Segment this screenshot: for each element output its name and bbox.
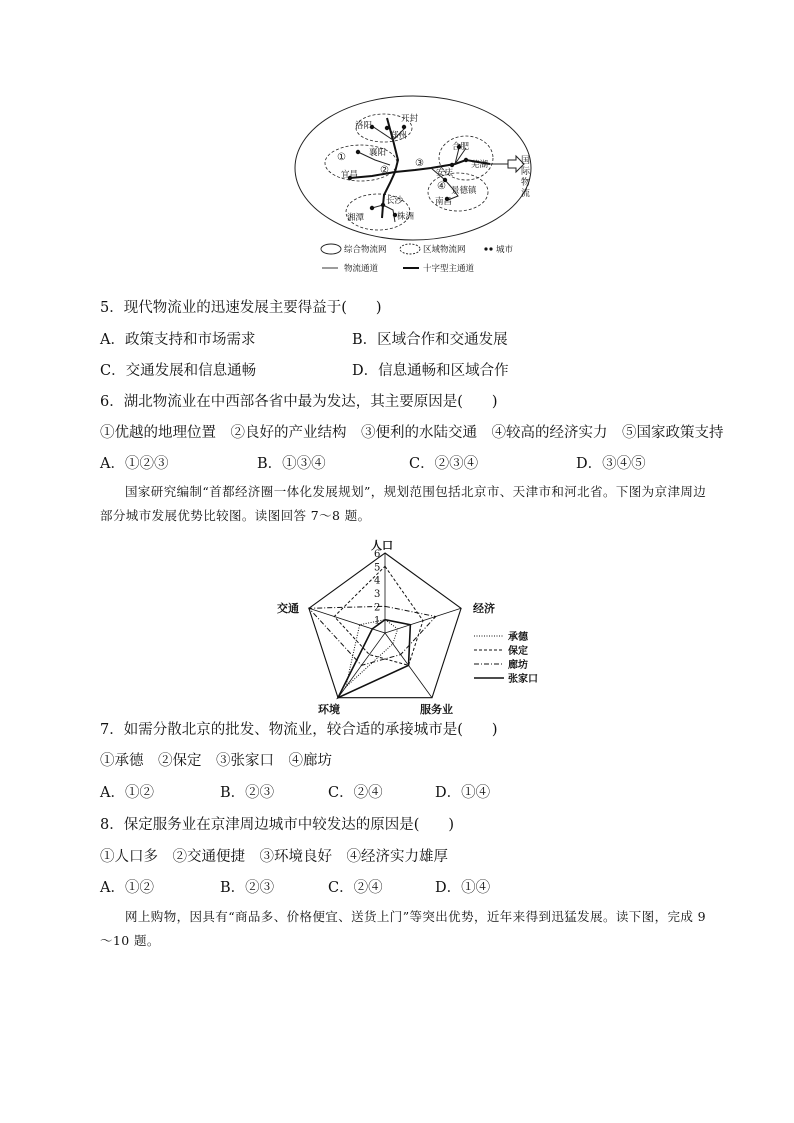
radar-chart bbox=[0, 539, 794, 716]
q7-option-c: C．②④ bbox=[328, 785, 383, 801]
marker-4: ④ bbox=[437, 181, 446, 192]
intl-char-1: 国 bbox=[521, 156, 531, 166]
q6-option-a: A．①②③ bbox=[100, 456, 169, 472]
radar-axis-label-4: 交通 bbox=[277, 602, 299, 615]
q7-option-b: B．②③ bbox=[220, 785, 275, 801]
radar-tick-label: 1 bbox=[374, 615, 381, 627]
radar-axis-label-2: 服务业 bbox=[420, 703, 453, 716]
city-hefei: 合肥 bbox=[452, 142, 470, 152]
q7-stem: 7．如需分散北京的批发、物流业，较合适的承接城市是( ) bbox=[100, 722, 498, 738]
q7-option-a: A．①② bbox=[100, 785, 154, 801]
svg-text:十字型主通道: 十字型主通道 bbox=[423, 264, 475, 274]
q6-items: ①优越的地理位置 ②良好的产业结构 ③便利的水陆交通 ④较高的经济实力 ⑤国家政策支持 bbox=[100, 425, 724, 441]
marker-2: ② bbox=[380, 165, 389, 176]
q8-stem: 8．保定服务业在京津周边城市中较发达的原因是( ) bbox=[100, 817, 455, 833]
svg-text:区域物流网: 区域物流网 bbox=[423, 245, 466, 255]
city-wuhu: 芜湖 bbox=[471, 160, 489, 170]
intl-char-2: 际 bbox=[521, 167, 531, 177]
q6-option-b: B．①③④ bbox=[257, 456, 326, 472]
q8-items: ①人口多 ②交通便捷 ③环境良好 ④经济实力雄厚 bbox=[100, 849, 448, 865]
radar-axis-label-3: 环境 bbox=[318, 703, 340, 716]
radar-series-2 bbox=[309, 606, 436, 665]
city-xiangyang: 襄阳 bbox=[369, 148, 387, 158]
q5-option-b: B．区域合作和交通发展 bbox=[352, 332, 508, 348]
q7-items: ①承德 ②保定 ③张家口 ④廊坊 bbox=[100, 753, 332, 769]
q5-option-d: D．信息通畅和区域合作 bbox=[352, 363, 509, 379]
q7-option-d: D．①④ bbox=[435, 785, 491, 801]
q5-option-a: A．政策支持和市场需求 bbox=[100, 332, 256, 348]
q8-option-c: C．②④ bbox=[328, 880, 383, 896]
city-changsha: 长沙 bbox=[386, 196, 404, 206]
marker-3: ③ bbox=[415, 158, 424, 169]
city-zhengzhou: 郑州 bbox=[390, 131, 408, 141]
radar-tick-label: 6 bbox=[374, 549, 381, 560]
q5-option-c: C．交通发展和信息通畅 bbox=[100, 363, 257, 379]
radar-tick-label: 2 bbox=[374, 602, 381, 614]
city-jingdezhen: 景德镇 bbox=[451, 186, 477, 196]
radar-axis-label-1: 经济 bbox=[473, 602, 495, 615]
marker-1: ① bbox=[337, 152, 346, 163]
q6-option-d: D．③④⑤ bbox=[576, 456, 646, 472]
q6-option-c: C．②③④ bbox=[409, 456, 479, 472]
logistics-map bbox=[0, 0, 794, 285]
svg-text:综合物流网: 综合物流网 bbox=[344, 245, 387, 255]
city-zhuzhou: 株洲 bbox=[397, 212, 415, 222]
city-luoyang: 洛阳 bbox=[355, 121, 373, 131]
intl-char-3: 物 bbox=[521, 178, 531, 188]
svg-text:物流通道: 物流通道 bbox=[344, 264, 379, 274]
radar-legend-label-1: 保定 bbox=[508, 646, 528, 657]
svg-text:城市: 城市 bbox=[496, 245, 514, 255]
radar-tick-label: 4 bbox=[374, 575, 381, 587]
q5-stem: 5．现代物流业的迅速发展主要得益于( ) bbox=[100, 300, 382, 316]
radar-legend-label-0: 承德 bbox=[508, 632, 528, 643]
city-xiangtan: 湘潭 bbox=[347, 213, 365, 223]
city-yichang: 宜昌 bbox=[341, 170, 359, 180]
radar-series-3 bbox=[338, 620, 410, 698]
q8-option-a: A．①② bbox=[100, 880, 154, 896]
map-legend bbox=[321, 244, 514, 274]
city-kaifeng: 开封 bbox=[401, 114, 419, 124]
q8-option-d: D．①④ bbox=[435, 880, 491, 896]
q6-stem: 6．湖北物流业在中西部各省中最为发达，其主要原因是( ) bbox=[100, 394, 498, 410]
intl-char-4: 流 bbox=[521, 189, 531, 199]
radar-tick-label: 3 bbox=[374, 589, 381, 600]
city-nanchang: 南昌 bbox=[435, 197, 453, 207]
intro-paragraph-2: 网上购物，因具有“商品多、价格便宜、送货上门”等突出优势，近年来得到迅猛发展。读下图，完成 9～10 题。 bbox=[100, 909, 707, 948]
q8-option-b: B．②③ bbox=[220, 880, 275, 896]
radar-axis-label-0: 人口 bbox=[371, 539, 393, 552]
intro-paragraph-1: 国家研究编制“首都经济圈一体化发展规划”，规划范围包括北京市、天津市和河北省。下图为京津周边部分城市发展优势比较图。读图回答 7～8 题。 bbox=[100, 484, 707, 523]
radar-legend-label-3: 张家口 bbox=[508, 674, 538, 685]
radar-tick-label: 5 bbox=[374, 562, 381, 574]
radar-legend-label-2: 廊坊 bbox=[508, 660, 528, 671]
city-anqing: 安庆 bbox=[436, 168, 454, 178]
